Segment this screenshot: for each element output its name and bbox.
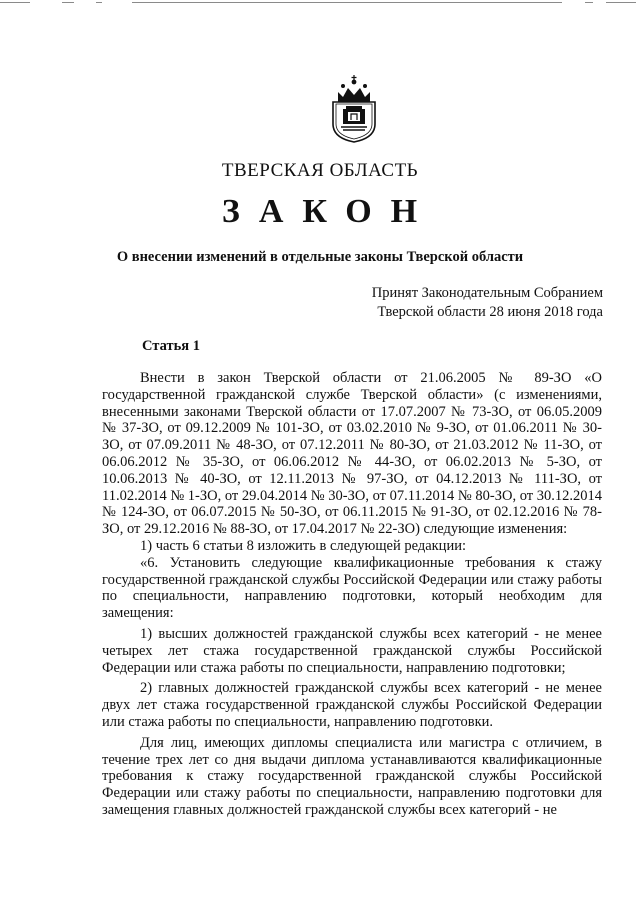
adoption-note <box>372 284 603 322</box>
adoption-note-line-1: Принят Законодательным Собранием <box>371 285 603 301</box>
paragraph-main-positions: 2) главных должностей гражданской службы всех категорий - не менее двух лет стажа государственной гражданской службы Российской Федерации или стажа работы по специальности, направлению подготовки. <box>102 680 602 730</box>
paragraph-highest-positions: 1) высших должностей гражданской службы всех категорий - не менее четырех лет стажа государственной гражданской службы Российской Федерации или стажа работы по специальности, направлению подготовки; <box>102 625 602 676</box>
paragraph-amendment-intro: Внести в закон Тверской области от 21.06.2005 № 89-ЗО «О государственной гражданской службе Тверской области» (с изменениями, внесенными законами Тверской области от 17.07.2007 № 73-ЗО, от 06.05.2009 № 37-ЗО, от 09.12.2009 № 101-ЗО, от 03.02.2010 № 9-ЗО, от 01.06.2011 № 30-ЗО, от 07.09.2011 № 48-ЗО, от 07.12.2011 № 80-ЗО, от 21.03.2012 № 11-ЗО, от 06.06.2012 № 35-ЗО, от 06.06.2012 № 44-ЗО, от 06.02.2013 № 5-ЗО, от 10.06.2013 № 40-ЗО, от 12.11.2013 № 97-ЗО, от 04.12.2013 № 111-ЗО, от 11.02.2014 № 1-ЗО, от 29.04.2014 № 30-ЗО, от 07.11.2014 № 80-ЗО, от 30.12.2014 № 124-ЗО, от 06.07.2015 № 50-ЗО, от 06.11.2015 № 91-ЗО, от 02.12.2016 № 78-ЗО, от 29.12.2016 № 88-ЗО, от 17.04.2017 № 22-ЗО) следующие изменения: <box>102 370 602 538</box>
article-heading: Статья 1 <box>142 338 200 354</box>
coat-of-arms-emblem <box>329 72 379 144</box>
paragraph-new-text: «6. Установить следующие квалификационные требования к стажу государственной гражданской службы Российской Федерации или стажу работы по специальности, направлению подготовки, который необходим для замещения: <box>102 554 602 622</box>
adoption-note-line-2: Тверской области 28 июня 2018 года <box>377 304 603 320</box>
paragraph-honors-diploma: Для лиц, имеющих дипломы специалиста или магистра с отличием, в течение трех лет со дня выдачи диплома устанавливаются квалификационные требования к стажу государственной гражданской службы Российской Федерации или стажу работы по специальности, направлению подготовки для замещения главных должностей гражданской службы всех категорий - не <box>102 734 602 818</box>
law-subtitle: О внесении изменений в отдельные законы Тверской области <box>116 249 524 265</box>
article-body <box>102 370 602 819</box>
scan-artifact-line <box>0 2 640 5</box>
document-type-title: ЗАКОН <box>221 193 437 230</box>
region-heading: ТВЕРСКАЯ ОБЛАСТЬ <box>221 160 419 181</box>
paragraph-item-1: 1) часть 6 статьи 8 изложить в следующей редакции: <box>140 537 466 554</box>
